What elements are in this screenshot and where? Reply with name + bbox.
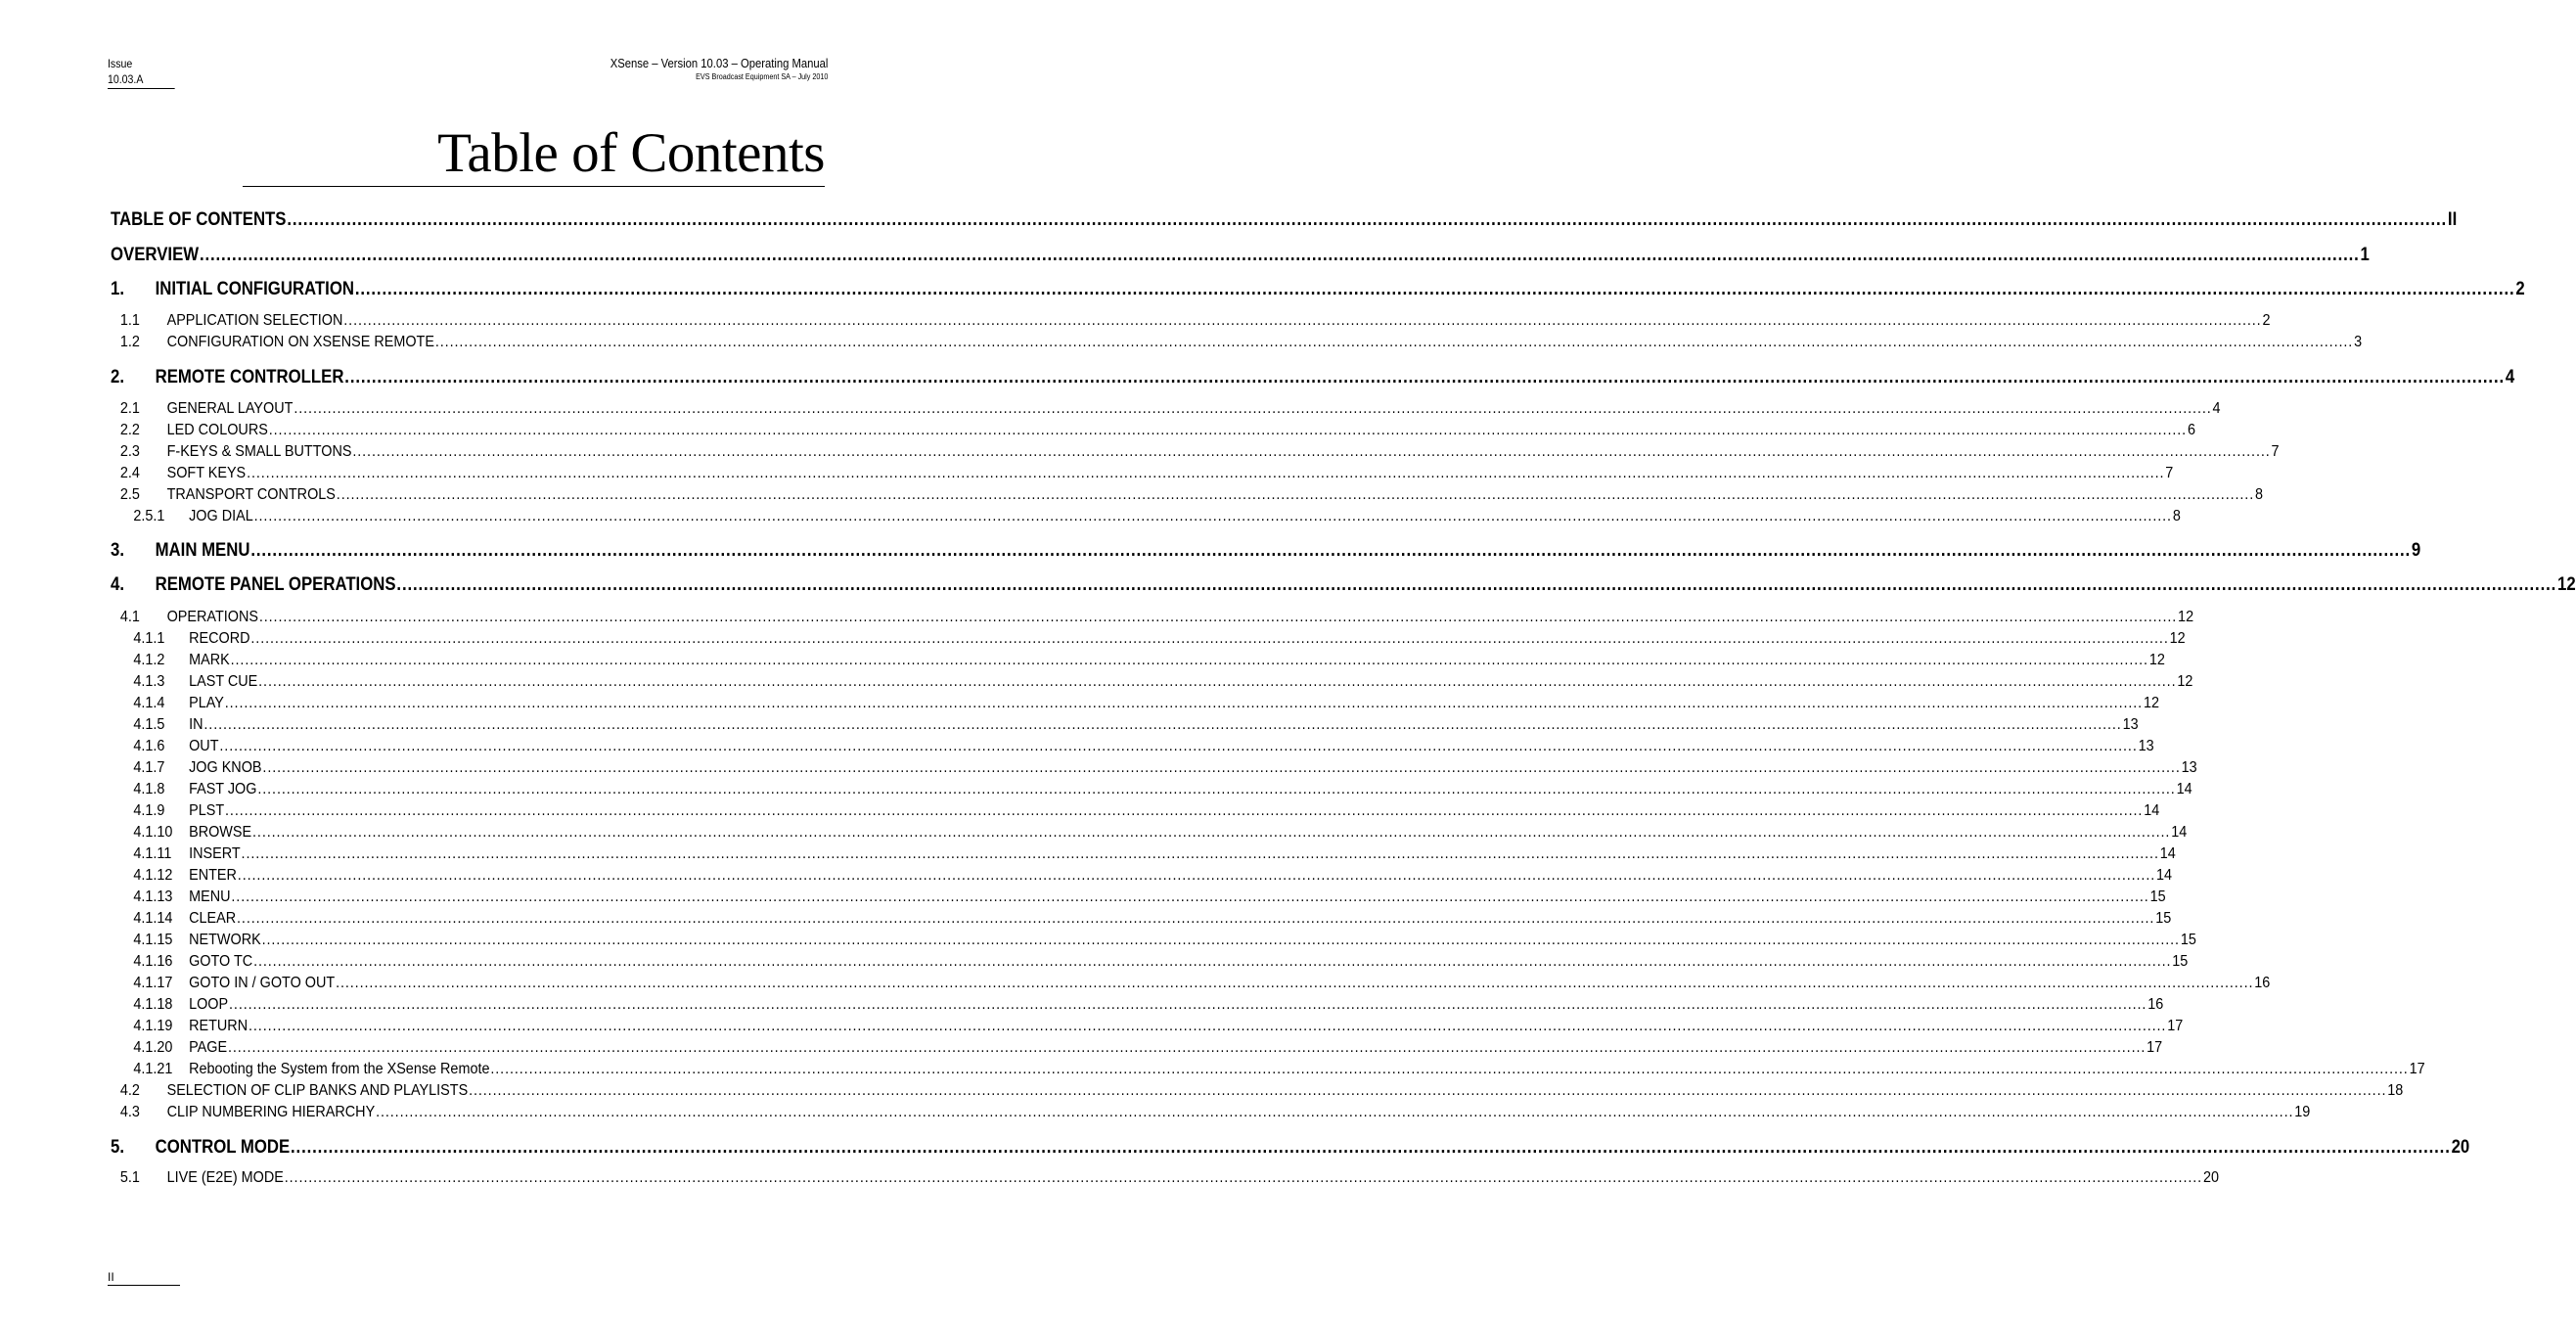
toc-entry[interactable] xyxy=(111,332,2363,353)
toc-entry-label: OPERATIONS xyxy=(166,609,258,625)
toc-dot-leader: ................................................................................................................................................................................................................................................................................................................................................................................................................ xyxy=(241,845,2159,862)
toc-entry[interactable] xyxy=(111,930,2196,951)
toc-entry[interactable] xyxy=(111,206,2458,232)
toc-dot-leader: ................................................................................................................................................................................................................................................................................................................................................................................................................ xyxy=(336,486,2255,503)
toc-entry-page: 20 xyxy=(2451,1136,2470,1158)
toc-entry-label: JOG KNOB xyxy=(189,759,262,776)
toc-entry-number: 4.1.15 xyxy=(133,932,173,948)
toc-dot-leader: ................................................................................................................................................................................................................................................................................................................................................................................................................ xyxy=(262,759,2181,776)
toc-entry-label: MARK xyxy=(189,652,230,668)
toc-dot-leader: ................................................................................................................................................................................................................................................................................................................................................................................................................ xyxy=(231,888,2149,905)
header-doc-block xyxy=(586,56,828,82)
toc-entry-label: ENTER xyxy=(189,867,237,884)
toc-entry-label: CLEAR xyxy=(189,910,237,927)
toc-entry-number: 4.1.14 xyxy=(133,910,173,927)
toc-entry-page: 17 xyxy=(2409,1061,2425,1077)
toc-entry-page: 2 xyxy=(2515,278,2525,299)
toc-entry-label: GOTO IN / GOTO OUT xyxy=(189,975,336,991)
toc-entry[interactable] xyxy=(111,607,2194,628)
toc-entry-number: 3. xyxy=(111,539,124,561)
toc-entry-number: 4.1.11 xyxy=(133,845,172,862)
toc-entry[interactable] xyxy=(111,398,2221,420)
toc-entry[interactable] xyxy=(111,714,2139,736)
toc-entry[interactable] xyxy=(111,628,2186,650)
toc-dot-leader: ................................................................................................................................................................................................................................................................................................................................................................................................................ xyxy=(268,422,2188,438)
toc-dot-leader: ................................................................................................................................................................................................................................................................................................................................................................................................................ xyxy=(261,932,2180,948)
toc-entry-label: BROWSE xyxy=(189,824,252,841)
toc-entry[interactable] xyxy=(111,800,2160,822)
toc-entry-page: 13 xyxy=(2138,738,2154,754)
toc-entry-number: 4.1.16 xyxy=(133,953,173,970)
toc-dot-leader: ................................................................................................................................................................................................................................................................................................................................................................................................................ xyxy=(250,630,2169,647)
toc-entry-label: PAGE xyxy=(189,1039,228,1056)
toc-entry-page: 15 xyxy=(2149,888,2166,905)
toc-entry-number: 4.1.12 xyxy=(133,867,173,884)
toc-dot-leader: ................................................................................................................................................................................................................................................................................................................................................................................................................ xyxy=(252,824,2171,841)
footer-page-number: II xyxy=(108,1269,180,1286)
toc-entry-label: RECORD xyxy=(189,630,250,647)
toc-entry-page: 14 xyxy=(2156,867,2173,884)
toc-dot-leader: ................................................................................................................................................................................................................................................................................................................................................................................................................ xyxy=(249,1018,2167,1034)
toc-entry-number: 4.1.7 xyxy=(133,759,165,776)
toc-entry-number: 4.3 xyxy=(119,1104,140,1120)
toc-entry[interactable] xyxy=(111,506,2181,527)
toc-entry[interactable] xyxy=(111,908,2172,930)
toc-entry-label: LOOP xyxy=(189,996,229,1013)
toc-entry-number: 4.1.18 xyxy=(133,996,173,1013)
toc-dot-leader: ................................................................................................................................................................................................................................................................................................................................................................................................................ xyxy=(376,1104,2294,1120)
toc-entry-label: APPLICATION SELECTION xyxy=(166,312,343,329)
toc-entry-page: 15 xyxy=(2155,910,2172,927)
toc-entry-label: LAST CUE xyxy=(189,673,258,690)
toc-dot-leader: ................................................................................................................................................................................................................................................................................................................................................................................................................ xyxy=(258,673,2177,690)
toc-entry-page: 8 xyxy=(2255,486,2264,503)
toc-dot-leader: ................................................................................................................................................................................................................................................................................................................................................................................................................ xyxy=(434,334,2354,350)
header-issue-block xyxy=(108,56,175,89)
toc-entry-label: FAST JOG xyxy=(189,781,257,797)
toc-entry-page: 9 xyxy=(2411,539,2421,561)
toc-entry-number: 4.1.4 xyxy=(133,695,165,711)
toc-entry-page: 12 xyxy=(2178,609,2194,625)
toc-entry-number: 4.1.3 xyxy=(133,673,165,690)
toc-dot-leader: ................................................................................................................................................................................................................................................................................................................................................................................................................ xyxy=(258,609,2178,625)
toc-dot-leader: ................................................................................................................................................................................................................................................................................................................................................................................................................ xyxy=(291,1136,2451,1158)
toc-entry-label: LED COLOURS xyxy=(166,422,268,438)
issue-number: 10.03.A xyxy=(108,72,144,86)
toc-entry-page: 7 xyxy=(2165,465,2174,481)
toc-dot-leader: ................................................................................................................................................................................................................................................................................................................................................................................................................ xyxy=(469,1082,2387,1099)
toc-dot-leader: ................................................................................................................................................................................................................................................................................................................................................................................................................ xyxy=(287,208,2448,230)
toc-dot-leader: ................................................................................................................................................................................................................................................................................................................................................................................................................ xyxy=(199,244,2360,265)
toc-entry-label: MENU xyxy=(189,888,231,905)
toc-dot-leader: ................................................................................................................................................................................................................................................................................................................................................................................................................ xyxy=(203,716,2122,733)
toc-dot-leader: ................................................................................................................................................................................................................................................................................................................................................................................................................ xyxy=(253,508,2172,524)
toc-entry[interactable] xyxy=(111,1167,2219,1189)
toc-dot-leader: ................................................................................................................................................................................................................................................................................................................................................................................................................ xyxy=(225,802,2144,819)
issue-label: Issue xyxy=(108,57,133,70)
toc-dot-leader: ................................................................................................................................................................................................................................................................................................................................................................................................................ xyxy=(250,539,2412,561)
toc-entry[interactable] xyxy=(111,843,2176,865)
toc-entry[interactable] xyxy=(111,441,2280,463)
toc-entry-number: 2.2 xyxy=(119,422,140,438)
toc-entry-number: 4.1.9 xyxy=(133,802,165,819)
toc-entry-label: CLIP NUMBERING HIERARCHY xyxy=(166,1104,376,1120)
document-title: XSense – Version 10.03 – Operating Manual xyxy=(610,57,828,70)
toc-entry[interactable] xyxy=(111,951,2189,973)
toc-entry[interactable] xyxy=(111,757,2197,779)
publisher-date: EVS Broadcast Equipment SA – July 2010 xyxy=(695,72,828,81)
toc-entry[interactable] xyxy=(111,420,2195,441)
toc-entry-label: GENERAL LAYOUT xyxy=(166,400,294,417)
toc-entry-label: F-KEYS & SMALL BUTTONS xyxy=(166,443,352,460)
toc-entry[interactable] xyxy=(111,571,2576,597)
toc-entry-number: 2.5.1 xyxy=(133,508,165,524)
toc-entry-label: REMOTE PANEL OPERATIONS xyxy=(155,573,396,595)
toc-entry-label: OVERVIEW xyxy=(111,244,200,265)
toc-entry-number: 4.2 xyxy=(119,1082,140,1099)
toc-entry-page: 12 xyxy=(2143,695,2159,711)
toc-entry-page: 13 xyxy=(2181,759,2197,776)
toc-entry-number: 2.1 xyxy=(119,400,140,417)
toc-entry-label: TRANSPORT CONTROLS xyxy=(166,486,336,503)
toc-entry-page: 12 xyxy=(2177,673,2193,690)
toc-entry[interactable] xyxy=(111,779,2192,800)
toc-entry-number: 2. xyxy=(111,366,124,387)
toc-dot-leader: ................................................................................................................................................................................................................................................................................................................................................................................................................ xyxy=(343,312,2262,329)
toc-entry[interactable] xyxy=(111,484,2264,506)
toc-entry-page: 15 xyxy=(2172,953,2189,970)
toc-dot-leader: ................................................................................................................................................................................................................................................................................................................................................................................................................ xyxy=(230,652,2148,668)
toc-entry-page: 4 xyxy=(2212,400,2221,417)
toc-entry-page: 14 xyxy=(2171,824,2188,841)
toc-entry[interactable] xyxy=(111,310,2271,332)
toc-entry-label: IN xyxy=(189,716,203,733)
toc-dot-leader: ................................................................................................................................................................................................................................................................................................................................................................................................................ xyxy=(237,867,2156,884)
toc-entry-number: 4.1.8 xyxy=(133,781,165,797)
toc-entry-number: 1.2 xyxy=(119,334,140,350)
toc-entry[interactable] xyxy=(111,994,2164,1016)
toc-entry-page: II xyxy=(2447,208,2458,230)
toc-entry[interactable] xyxy=(111,276,2525,301)
toc-entry-page: 2 xyxy=(2262,312,2271,329)
toc-entry[interactable] xyxy=(111,1037,2163,1059)
toc-entry-page: 1 xyxy=(2360,244,2370,265)
toc-entry-number: 4.1.17 xyxy=(133,975,173,991)
toc-entry-page: 6 xyxy=(2187,422,2195,438)
toc-entry-page: 19 xyxy=(2294,1104,2311,1120)
toc-entry[interactable] xyxy=(111,822,2188,843)
toc-entry[interactable] xyxy=(111,537,2421,563)
toc-dot-leader: ................................................................................................................................................................................................................................................................................................................................................................................................................ xyxy=(229,996,2147,1013)
toc-entry-page: 14 xyxy=(2159,845,2176,862)
toc-dot-leader: ................................................................................................................................................................................................................................................................................................................................................................................................................ xyxy=(354,278,2515,299)
toc-entry-label: PLST xyxy=(189,802,225,819)
toc-entry-number: 1. xyxy=(111,278,124,299)
toc-entry-page: 12 xyxy=(2556,573,2576,595)
toc-entry-number: 4.1.20 xyxy=(133,1039,173,1056)
toc-entry-label: REMOTE CONTROLLER xyxy=(155,366,344,387)
toc-entry-number: 2.4 xyxy=(119,465,140,481)
toc-entry[interactable] xyxy=(111,1080,2404,1102)
toc-entry-page: 8 xyxy=(2172,508,2181,524)
toc-dot-leader: ................................................................................................................................................................................................................................................................................................................................................................................................................ xyxy=(219,738,2138,754)
toc-entry-number: 5.1 xyxy=(119,1169,140,1186)
page-title: Table of Contents xyxy=(243,121,825,187)
toc-entry-page: 4 xyxy=(2505,366,2515,387)
toc-entry-number: 4.1.13 xyxy=(133,888,173,905)
toc-dot-leader: ................................................................................................................................................................................................................................................................................................................................................................................................................ xyxy=(247,465,2165,481)
toc-entry-page: 17 xyxy=(2147,1039,2163,1056)
toc-entry-page: 18 xyxy=(2387,1082,2404,1099)
toc-entry-number: 4.1 xyxy=(119,609,140,625)
toc-entry[interactable] xyxy=(111,1134,2470,1160)
toc-entry-page: 16 xyxy=(2147,996,2164,1013)
toc-entry-label: RETURN xyxy=(189,1018,249,1034)
toc-dot-leader: ................................................................................................................................................................................................................................................................................................................................................................................................................ xyxy=(294,400,2212,417)
toc-entry-page: 20 xyxy=(2202,1169,2219,1186)
toc-entry-label: CONTROL MODE xyxy=(155,1136,291,1158)
toc-dot-leader: ................................................................................................................................................................................................................................................................................................................................................................................................................ xyxy=(336,975,2254,991)
toc-entry[interactable] xyxy=(111,671,2193,693)
toc-entry-page: 16 xyxy=(2254,975,2271,991)
toc-entry[interactable] xyxy=(111,463,2174,484)
toc-entry[interactable] xyxy=(111,1016,2184,1037)
toc-entry-label: GOTO TC xyxy=(189,953,253,970)
toc-dot-leader: ................................................................................................................................................................................................................................................................................................................................................................................................................ xyxy=(227,1039,2147,1056)
toc-entry-label: MAIN MENU xyxy=(155,539,250,561)
toc-entry-number: 4.1.6 xyxy=(133,738,165,754)
toc-entry-page: 7 xyxy=(2271,443,2280,460)
toc-entry-page: 14 xyxy=(2176,781,2192,797)
toc-entry-label: CONFIGURATION ON XSENSE REMOTE xyxy=(166,334,434,350)
toc-entry-label: INITIAL CONFIGURATION xyxy=(155,278,354,299)
toc-entry[interactable] xyxy=(111,973,2271,994)
toc-entry-page: 13 xyxy=(2122,716,2139,733)
toc-entry[interactable] xyxy=(111,1102,2311,1123)
toc-entry-number: 4.1.2 xyxy=(133,652,165,668)
toc-entry[interactable] xyxy=(111,650,2165,671)
toc-entry-label: PLAY xyxy=(189,695,224,711)
toc-entry-page: 12 xyxy=(2148,652,2165,668)
toc-entry-number: 4.1.10 xyxy=(133,824,173,841)
toc-entry[interactable] xyxy=(111,887,2166,908)
toc-dot-leader: ................................................................................................................................................................................................................................................................................................................................................................................................................ xyxy=(396,573,2557,595)
toc-entry-label: TABLE OF CONTENTS xyxy=(111,208,287,230)
toc-entry-label: NETWORK xyxy=(189,932,261,948)
toc-entry-page: 14 xyxy=(2144,802,2160,819)
toc-dot-leader: ................................................................................................................................................................................................................................................................................................................................................................................................................ xyxy=(344,366,2505,387)
toc-entry[interactable] xyxy=(111,865,2173,887)
toc-entry-label: OUT xyxy=(189,738,219,754)
toc-entry-label: SOFT KEYS xyxy=(166,465,247,481)
toc-entry[interactable] xyxy=(111,736,2154,757)
toc-dot-leader: ................................................................................................................................................................................................................................................................................................................................................................................................................ xyxy=(237,910,2155,927)
toc-entry-page: 3 xyxy=(2354,334,2363,350)
toc-entry-page: 12 xyxy=(2169,630,2186,647)
toc-entry-number: 4.1.19 xyxy=(133,1018,173,1034)
toc-entry[interactable] xyxy=(111,364,2515,389)
toc-entry-number: 4.1.5 xyxy=(133,716,165,733)
toc-entry-number: 4.1.21 xyxy=(133,1061,173,1077)
toc-entry-label: JOG DIAL xyxy=(189,508,253,524)
toc-entry-number: 4.1.1 xyxy=(133,630,165,647)
toc-dot-leader: ................................................................................................................................................................................................................................................................................................................................................................................................................ xyxy=(490,1061,2409,1077)
toc-entry-page: 15 xyxy=(2180,932,2196,948)
toc-entry-number: 4. xyxy=(111,573,124,595)
toc-entry-label: SELECTION OF CLIP BANKS AND PLAYLISTS xyxy=(166,1082,469,1099)
toc-entry-label: Rebooting the System from the XSense Remote xyxy=(189,1061,490,1077)
toc-dot-leader: ................................................................................................................................................................................................................................................................................................................................................................................................................ xyxy=(257,781,2176,797)
toc-dot-leader: ................................................................................................................................................................................................................................................................................................................................................................................................................ xyxy=(284,1169,2203,1186)
toc-entry-label: LIVE (E2E) MODE xyxy=(166,1169,284,1186)
toc-entry-page: 17 xyxy=(2167,1018,2184,1034)
toc-entry-number: 2.5 xyxy=(119,486,140,503)
toc-entry[interactable] xyxy=(111,693,2159,714)
toc-dot-leader: ................................................................................................................................................................................................................................................................................................................................................................................................................ xyxy=(224,695,2144,711)
toc-entry-number: 2.3 xyxy=(119,443,140,460)
toc-dot-leader: ................................................................................................................................................................................................................................................................................................................................................................................................................ xyxy=(253,953,2172,970)
toc-entry-label: INSERT xyxy=(189,845,241,862)
toc-entry-number: 1.1 xyxy=(119,312,140,329)
toc-entry[interactable] xyxy=(111,242,2370,267)
toc-dot-leader: ................................................................................................................................................................................................................................................................................................................................................................................................................ xyxy=(352,443,2271,460)
toc-entry-number: 5. xyxy=(111,1136,124,1158)
toc-entry[interactable] xyxy=(111,1059,2425,1080)
